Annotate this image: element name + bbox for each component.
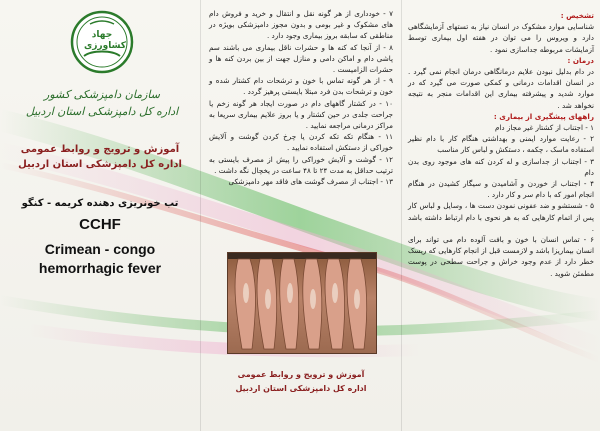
- prevention-item-6: ۶ - تماس انسان با خون و بافت آلوده دام می تواند برای انسان بیماریزا باشد و لازمست قبل از انجام کارهایی که ریسک خطر دارد از عدم وجود خراش و جراحت سطحی در پوست مطمئن شوید .: [408, 235, 594, 278]
- prevention-continued-text: [209, 8, 393, 187]
- publisher-line-2: اداره کل دامپزشکی استان اردبیل: [18, 159, 182, 170]
- footer-line-1: آموزش و ترویج و روابط عمومی: [237, 370, 365, 379]
- treatment-heading: درمان :: [567, 55, 594, 65]
- diagnosis-text: شناسایی موارد مشکوک در انسان نیاز به تستهای آزمایشگاهی دارد و ویروس را می توان در هفته اول بیماری توسط آزمایشات مربوطه جداسازی نمود .: [408, 22, 594, 54]
- slaughterhouse-photo: [227, 252, 377, 354]
- organization-calligraphy: [22, 86, 182, 120]
- prevention-item-3: ۳ - اجتناب از جداسازی و له کردن کنه های موجود روی بدن دام: [408, 156, 594, 177]
- panel-middle: [201, 0, 401, 431]
- prevention-item-1: ۱ - اجتناب از کشتار غیر مجاز دام: [494, 123, 594, 133]
- treatment-text: در دام بدلیل نبودن علایم درمانگاهی درمان انجام نمی گیرد . در انسان اقدامات درمانی و کمکی صورت می گیرد که در موارد شدید و پیشرفته بیماری این اقدامات منجر به نتیجه نخواهد شد .: [408, 67, 594, 110]
- disease-en-line-1: Crimean - congo: [44, 241, 156, 257]
- paragraph-13: ۱۳ - اجتناب از مصرف گوشت های فاقد مهر دامپزشکی: [228, 177, 393, 187]
- org-line-1: سازمان دامپزشکی کشور: [44, 88, 160, 101]
- prevention-heading: راههای پیشگیری از بیماری :: [493, 111, 594, 121]
- org-line-2: اداره کل دامپزشکی استان اردبیل: [25, 105, 179, 118]
- paragraph-7: ۷ - خودداری از هر گونه نقل و انتقال و خرید و فروش دام های مشکوک و غیر بومی و بدون مجوز دامپزشکی بویژه در مناطقی که سابقه بروز بیماری وجود دارد .: [209, 9, 393, 41]
- publisher-line-1: آموزش و ترویج و روابط عمومی: [20, 144, 180, 155]
- middle-footer: [221, 368, 381, 396]
- prevention-item-4: ۴ - اجتناب از خوردن و آشامیدن و سیگار کشیدن در هنگام انجام امور که با دام سر و کار دارد .: [408, 179, 594, 200]
- disease-acronym: CCHF: [79, 216, 121, 233]
- prevention-item-2: ۲ - رعایت موارد ایمنی و بهداشتی هنگام کار با دام نظیر استفاده ماسک ، چکمه ، دستکش و لباس کار مناسب: [408, 134, 594, 155]
- paragraph-8: ۸ - از آنجا که کنه ها و حشرات ناقل بیماری می باشند سم پاشی دام و اماکن دامی و منازل جهت از بین بردن کنه ها و حشرات الزامیست .: [209, 42, 393, 75]
- disease-en-line-2: hemorrhagic fever: [38, 260, 162, 276]
- paragraph-10: ۱۰ - در کشتار گاههای دام در صورت ایجاد هر گونه زخم یا جراحت جلدی در حین کشتار و یا بروز علایم بیماری سریعا به مراکز درمانی مراجعه نمایید .: [209, 98, 393, 131]
- footer-line-2: اداره کل دامپزشکی استان اردبیل: [235, 384, 367, 393]
- panel-left: [0, 0, 200, 431]
- jihad-keshavarzi-logo: [70, 10, 134, 74]
- carcass-image-icon: [228, 253, 377, 354]
- disease-title-persian: تب خونریزی دهنده کریمه - کنگو: [21, 198, 179, 209]
- prevention-item-5: ۵ - شستشو و ضد عفونی نمودن دست ها ، وسایل و لباس کار پس از اتمام کارهایی که به هر نحوی با دام ارتباط داشته باشد .: [408, 201, 594, 233]
- disease-title-english: [6, 240, 194, 278]
- publisher-title: [8, 142, 192, 172]
- panel-right: [402, 0, 600, 431]
- logo-text: جهاد کشاورزی: [84, 30, 126, 51]
- paragraph-12: ۱۲ - گوشت و آلایش خوراکی را پیش از مصرف بایستی به ترتیب حداقل به مدت ۲۴ تا ۴۸ ساعت در یخچال نگه داشت .: [209, 154, 393, 175]
- diagnosis-heading: تشخیص :: [560, 11, 594, 20]
- paragraph-9: ۹ - از هر گونه تماس با خون و ترشحات دام کشتار شده و خون و ترشحات بدن فرد مبتلا بایستی پرهیز گردد .: [209, 76, 393, 97]
- paragraph-11: ۱۱ - هنگام تکه تکه کردن یا چرخ کردن گوشت و آلایش خوراکی از دستکش استفاده نمایید .: [209, 132, 393, 153]
- diagnosis-treatment-prevention: [408, 10, 594, 279]
